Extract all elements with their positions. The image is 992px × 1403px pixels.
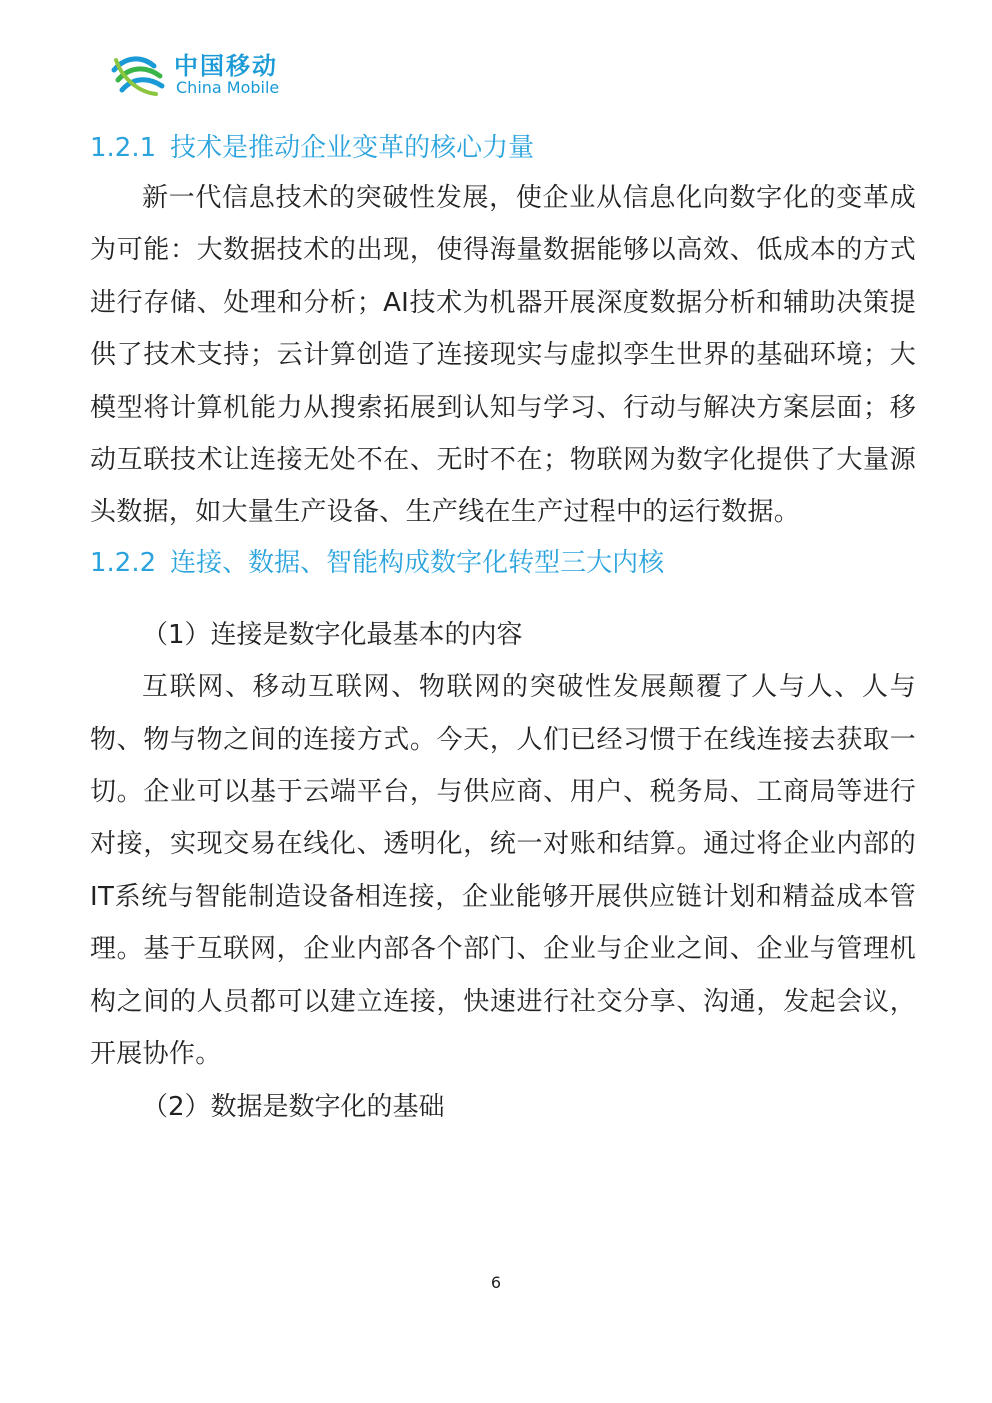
section-number: 1.2.2 — [90, 547, 157, 578]
section-title: 技术是推动企业变革的核心力量 — [170, 133, 535, 163]
section-title: 连接、数据、智能构成数字化转型三大内核 — [170, 547, 665, 578]
header-logo — [108, 44, 298, 104]
logo-text-en: China Mobile — [176, 78, 280, 97]
section-heading-1-2-1 — [90, 124, 916, 172]
logo-text-cn: 中国移动 — [174, 52, 278, 80]
section-heading-1-2-2 — [90, 539, 916, 587]
document-body — [90, 124, 916, 1133]
subsection-heading-connection: （1）连接是数字化最基本的内容 — [142, 619, 523, 650]
paragraph-technology: 新一代信息技术的突破性发展，使企业从信息化向数字化的变革成为可能：大数据技术的出现，使得海量数据能够以高效、低成本的方式进行存储、处理和分析；AI技术为机器开展深度数据分析和辅助决策提供了技术支持；云计算创造了连接现实与虚拟孪生世界的基础环境；大模型将计算机能力从搜索拓展到认知与学习、行动与解决方案层面；移动互联技术让连接无处不在、无时不在；物联网为数字化提供了大量源头数据，如大量生产设备、生产线在生产过程中的运行数据。 — [90, 183, 916, 528]
china-mobile-logo-icon — [108, 48, 168, 100]
page-number: 6 — [490, 1273, 502, 1292]
subsection-heading-data: （2）数据是数字化的基础 — [142, 1091, 445, 1122]
paragraph-connection: 互联网、移动互联网、物联网的突破性发展颠覆了人与人、人与物、物与物之间的连接方式。今天，人们已经习惯于在线连接去获取一切。企业可以基于云端平台，与供应商、用户、税务局、工商局等进行对接，实现交易在线化、透明化，统一对账和结算。通过将企业内部的IT系统与智能制造设备相连接，企业能够开展供应链计划和精益成本管理。基于互联网，企业内部各个部门、企业与企业之间、企业与管理机构之间的人员都可以建立连接，快速进行社交分享、沟通，发起会议，开展协作。 — [90, 672, 916, 1070]
section-number: 1.2.1 — [90, 133, 157, 163]
